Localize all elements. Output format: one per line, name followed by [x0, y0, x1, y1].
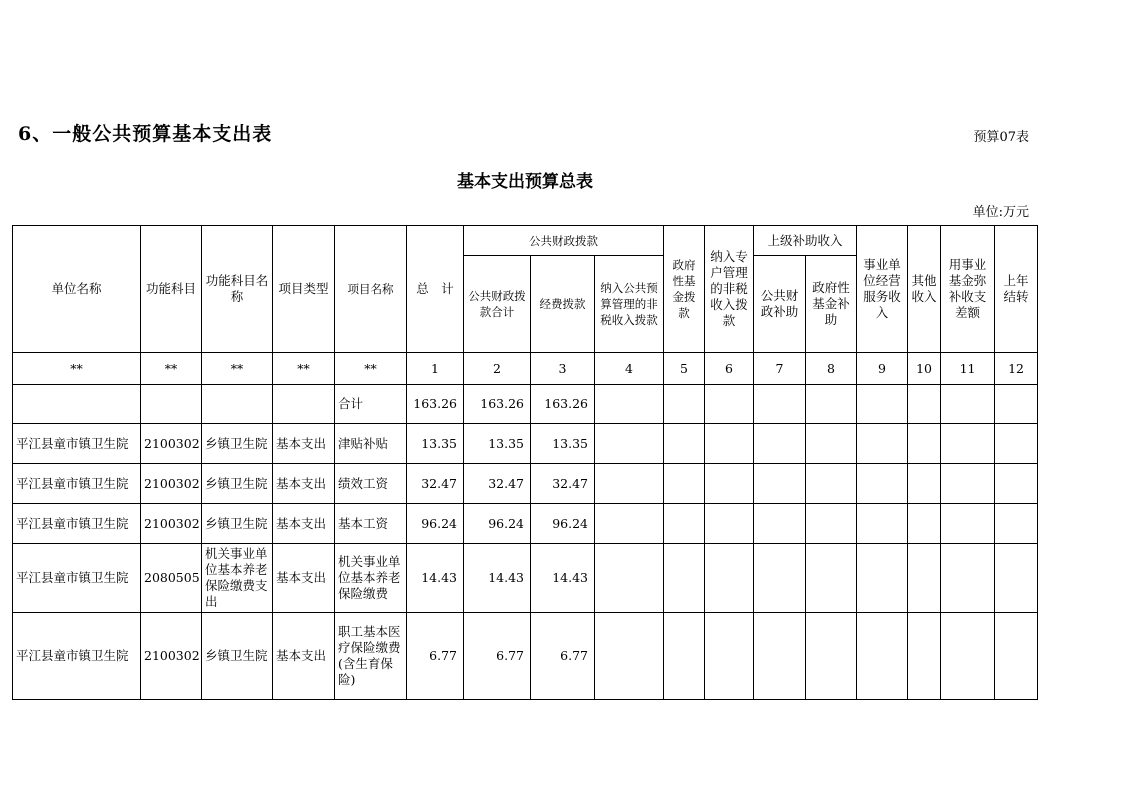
table-code: 预算07表: [973, 130, 1029, 145]
cell-total: 14.43: [407, 544, 464, 613]
col-nontax-in-budget: 纳入公共预算管理的非税收入拨款: [595, 256, 664, 353]
col-other-income: 其他收入: [908, 226, 941, 353]
cell-pf-total: 13.35: [464, 424, 531, 464]
col-expense-alloc: 经费拨款: [531, 256, 595, 353]
main-title: 基本支出预算总表: [457, 172, 593, 192]
cell-name: 职工基本医疗保险缴费(含生育保险): [335, 613, 407, 700]
index-cell: **: [273, 353, 335, 385]
cell-func: 乡镇卫生院: [202, 464, 273, 504]
cell-code: 2100302: [141, 613, 202, 700]
cell-type: 基本支出: [273, 613, 335, 700]
table-row: [13, 613, 1038, 700]
col-public-fiscal-total: 公共财政拨款合计: [464, 256, 531, 353]
cell-pf-total: 96.24: [464, 504, 531, 544]
index-cell: 10: [908, 353, 941, 385]
cell-total: 96.24: [407, 504, 464, 544]
col-func-name: 功能科目名称: [202, 226, 273, 353]
cell-unit: 平江县童市镇卫生院: [13, 613, 141, 700]
col-group-public-fiscal: 公共财政拨款: [464, 226, 664, 256]
index-cell: **: [202, 353, 273, 385]
table-row: [13, 544, 1038, 613]
cell-name: 津贴补贴: [335, 424, 407, 464]
cell-pf-total: 6.77: [464, 613, 531, 700]
col-fund-gap-subsidy: 用事业基金弥补收支差额: [941, 226, 995, 353]
cell-total: 163.26: [407, 385, 464, 424]
cell-unit: 平江县童市镇卫生院: [13, 464, 141, 504]
col-func-code: 功能科目: [141, 226, 202, 353]
col-project-name: 项目名称: [335, 226, 407, 353]
cell-code: 2100302: [141, 464, 202, 504]
cell-expense: 32.47: [531, 464, 595, 504]
cell-unit: 平江县童市镇卫生院: [13, 424, 141, 464]
cell-expense: 14.43: [531, 544, 595, 613]
col-gov-fund-subsidy: 政府性基金补助: [806, 256, 857, 353]
cell-unit: 平江县童市镇卫生院: [13, 504, 141, 544]
cell-total: 6.77: [407, 613, 464, 700]
cell-func: 乡镇卫生院: [202, 504, 273, 544]
cell-type: 基本支出: [273, 544, 335, 613]
cell-expense: 163.26: [531, 385, 595, 424]
cell-expense: 96.24: [531, 504, 595, 544]
index-cell: **: [141, 353, 202, 385]
index-cell: 9: [857, 353, 908, 385]
col-gov-fund-alloc: 政府性基金拨款: [664, 226, 705, 353]
table-row: [13, 424, 1038, 464]
index-cell: 7: [754, 353, 806, 385]
col-total: 总 计: [407, 226, 464, 353]
cell-expense: 6.77: [531, 613, 595, 700]
col-carryover: 上年结转: [995, 226, 1038, 353]
cell-type: 基本支出: [273, 464, 335, 504]
index-cell: 2: [464, 353, 531, 385]
cell-total: 32.47: [407, 464, 464, 504]
cell-pf-total: 163.26: [464, 385, 531, 424]
col-business-service-income: 事业单位经营服务收入: [857, 226, 908, 353]
col-public-fiscal-subsidy: 公共财政补助: [754, 256, 806, 353]
table-row: [13, 464, 1038, 504]
cell-func: 乡镇卫生院: [202, 424, 273, 464]
cell-code: 2080505: [141, 544, 202, 613]
cell-name: 机关事业单位基本养老保险缴费: [335, 544, 407, 613]
index-cell: 8: [806, 353, 857, 385]
cell-name: 合计: [335, 385, 407, 424]
index-cell: 4: [595, 353, 664, 385]
table-row-total: [13, 385, 1038, 424]
cell-type: [273, 385, 335, 424]
index-cell: 12: [995, 353, 1038, 385]
table-row: [13, 504, 1038, 544]
cell-func: 机关事业单位基本养老保险缴费支出: [202, 544, 273, 613]
cell-unit: [13, 385, 141, 424]
index-cell: 3: [531, 353, 595, 385]
col-unit-name: 单位名称: [13, 226, 141, 353]
section-title: 6、一般公共预算基本支出表: [18, 123, 273, 145]
index-cell: 1: [407, 353, 464, 385]
cell-expense: 13.35: [531, 424, 595, 464]
col-special-nontax: 纳入专户管理的非税收入拨款: [705, 226, 754, 353]
unit-label: 单位:万元: [972, 205, 1029, 220]
cell-func: 乡镇卫生院: [202, 613, 273, 700]
index-cell: **: [13, 353, 141, 385]
index-cell: 5: [664, 353, 705, 385]
cell-pf-total: 14.43: [464, 544, 531, 613]
cell-total: 13.35: [407, 424, 464, 464]
cell-func: [202, 385, 273, 424]
index-row: [13, 353, 1038, 385]
cell-code: [141, 385, 202, 424]
cell-code: 2100302: [141, 504, 202, 544]
index-cell: 6: [705, 353, 754, 385]
cell-name: 基本工资: [335, 504, 407, 544]
cell-type: 基本支出: [273, 424, 335, 464]
cell-code: 2100302: [141, 424, 202, 464]
cell-unit: 平江县童市镇卫生院: [13, 544, 141, 613]
budget-table: [12, 225, 1038, 700]
index-cell: **: [335, 353, 407, 385]
col-group-superior-subsidy: 上级补助收入: [754, 226, 857, 256]
index-cell: 11: [941, 353, 995, 385]
cell-pf-total: 32.47: [464, 464, 531, 504]
col-project-type: 项目类型: [273, 226, 335, 353]
cell-type: 基本支出: [273, 504, 335, 544]
cell-name: 绩效工资: [335, 464, 407, 504]
